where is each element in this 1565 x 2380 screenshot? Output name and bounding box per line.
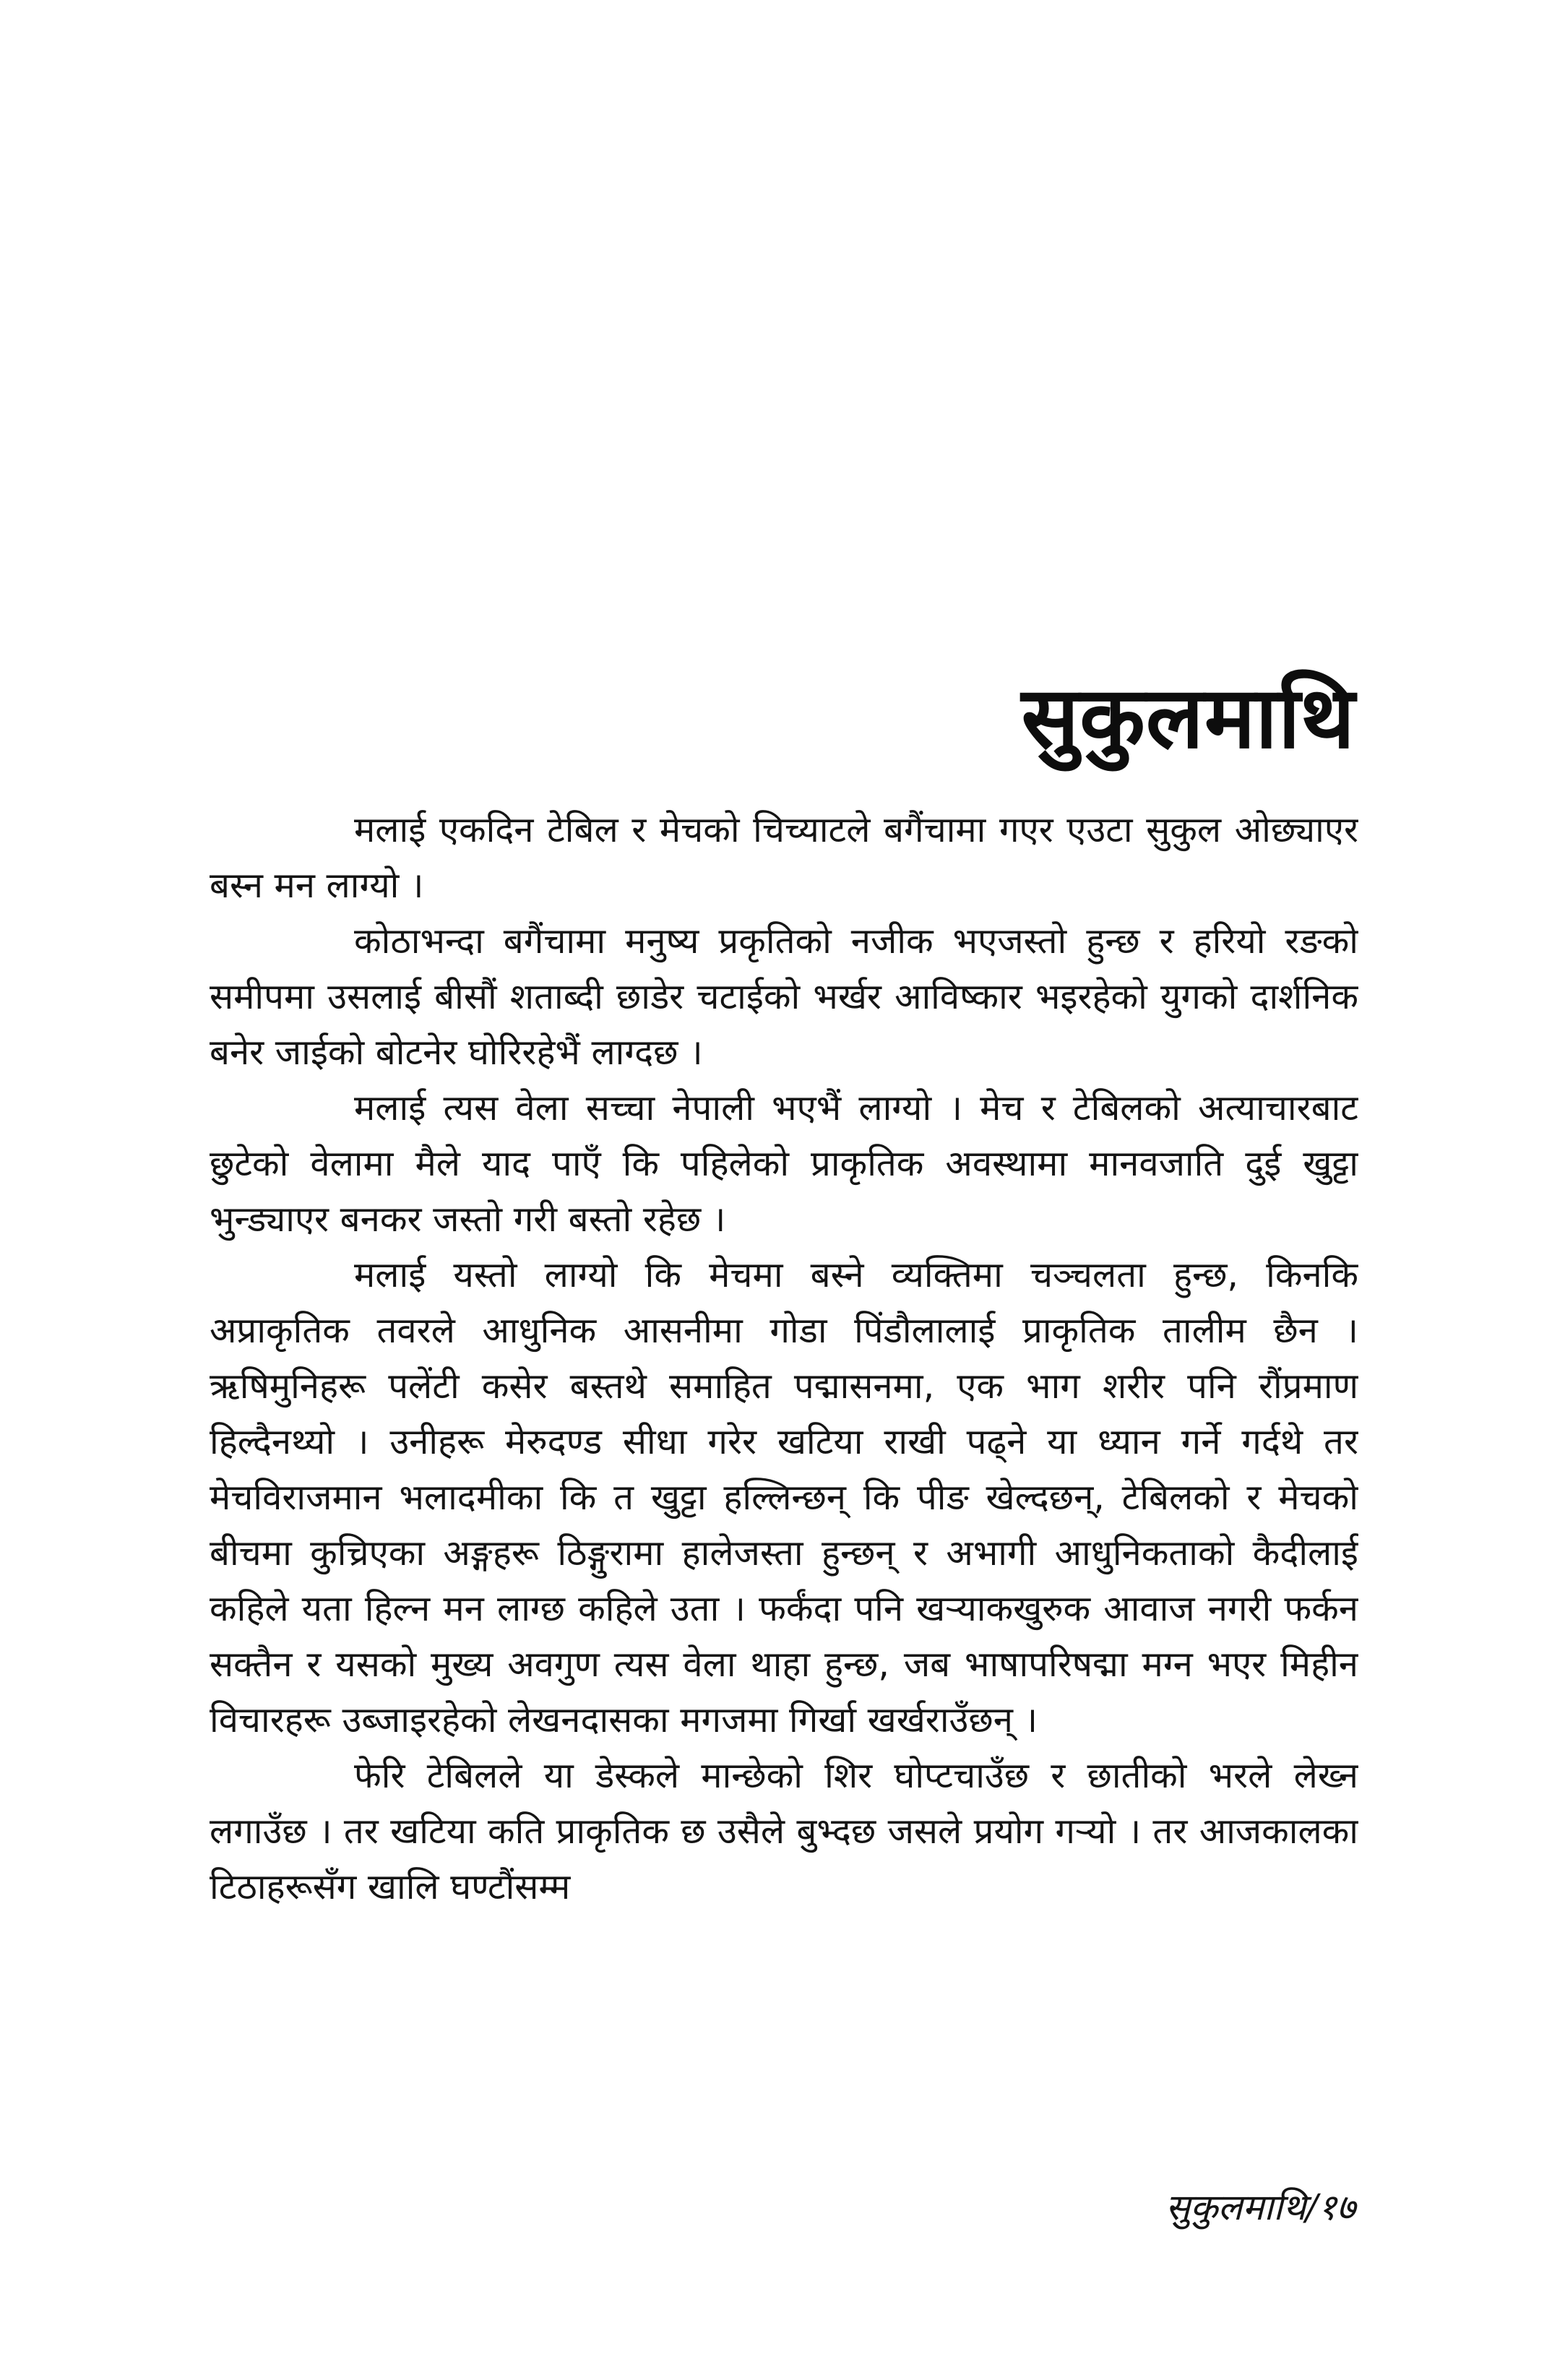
paragraph: कोठाभन्दा बगैंचामा मनुष्य प्रकृतिको नजीक भएजस्तो हुन्छ र हरियो रङको समीपमा उसलाई बीसौं शताब्दी छाडेर चटाईको भर्खर आविष्कार भइरहेको युगको दार्शनिक बनेर जाईको बोटनेर घोरिरहेभैं लाग्दछ । xyxy=(210,920,1358,1073)
paragraph: फेरि टेबिलले या डेस्कले मान्छेको शिर घोप्टचाउँछ र छातीको भरले लेख्न लगाउँछ । तर खटिया कति प्राकृतिक छ उसैले बुभ्दछ जसले प्रयोग गऱ्यो । तर आजकालका टिठाहरूसँग खालि घण्टौंसम्म xyxy=(210,1755,1358,1907)
paragraph: मलाई यस्तो लाग्यो कि मेचमा बस्ने व्यक्तिमा चञ्चलता हुन्छ, किनकि अप्राकृतिक तवरले आधुनिक आसनीमा गोडा पिंडौलालाई प्राकृतिक तालीम छैन । ऋषिमुनिहरू पलेंटी कसेर बस्तथे समाहित पद्मासनमा, एक भाग शरीर पनि रौंप्रमाण हिल्दैनथ्यो । उनीहरू मेरुदण्ड सीधा गरेर खटिया राखी पढ्ने या ध्यान गर्ने गर्दथे तर मेचविराजमान भलादमीका कि त खुट्टा हल्लिन्छन् कि पीङ खेल्दछन्, टेबिलको र मेचको बीचमा कुच्रिएका अङ्गहरू ठिङ्गुरामा हालेजस्ता हुन्छन् र अभागी आधुनिकताको कैदीलाई कहिले यता हिल्न मन लाग्छ कहिले उता । फर्कंदा पनि खऱ्याकखुरुक आवाज नगरी फर्कन सक्तैन र यसको मुख्य अवगुण त्यस वेला थाहा हुन्छ, जब भाषापरिषद्मा मग्न भएर मिहीन विचारहरू उब्जाइरहेको लेखनदासका मगजमा गिर्खा खर्खराउँछन् । xyxy=(210,1254,1358,1741)
chapter-body xyxy=(210,802,1358,2103)
paragraph: मलाई त्यस वेला सच्चा नेपाली भएभैं लाग्यो । मेच र टेबिलको अत्याचारबाट छुटेको वेलामा मैले याद पाएँ कि पहिलेको प्राकृतिक अवस्थामा मानवजाति दुई खुट्टा भुन्ड्याएर बनकर जस्तो गरी बस्तो रहेछ । xyxy=(210,1087,1358,1240)
paragraph: मलाई एकदिन टेबिल र मेचको चिच्याटले बगैंचामा गएर एउटा सुकुल ओछ्याएर बस्न मन लाग्यो । xyxy=(210,809,1358,906)
running-footer: सुकुलमाथि/१७ xyxy=(1165,2186,1355,2228)
chapter-title: सुकुलमाथि xyxy=(1021,668,1355,768)
